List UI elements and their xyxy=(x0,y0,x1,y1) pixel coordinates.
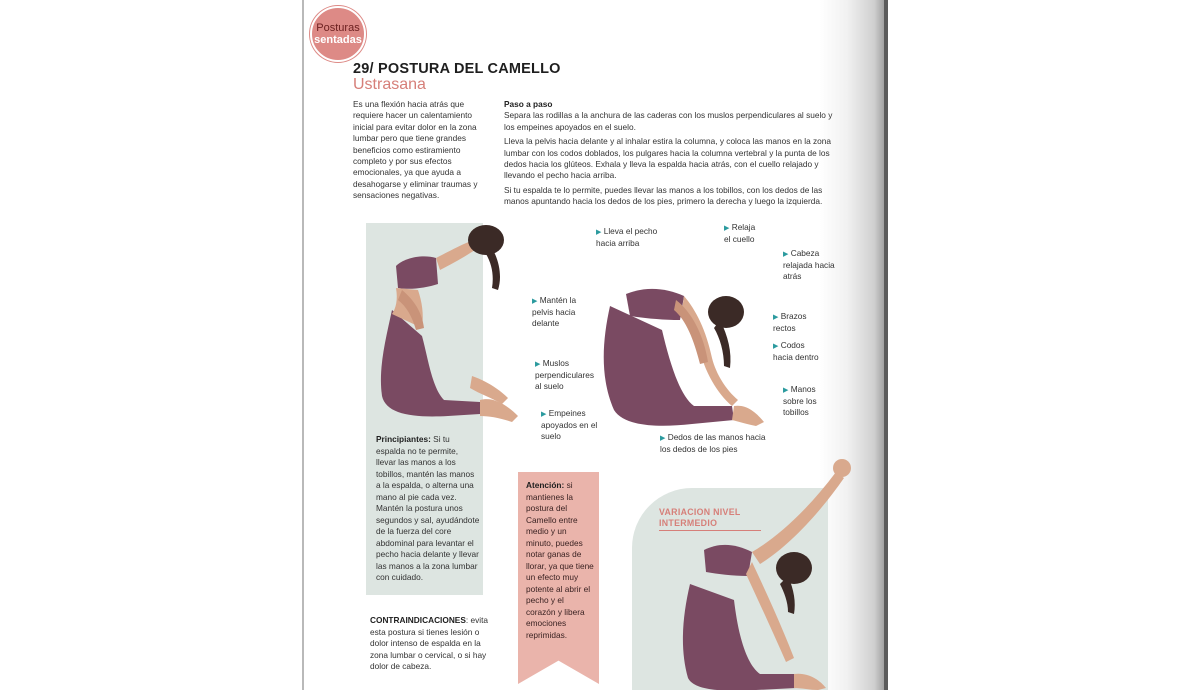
attention-text: si mantienes la postura del Camello entre medio y un minuto, puedes notar ganas de llorar, ya que tiene un efecto muy potente al abrir el pecho y el corazón y libera emociones reprimidas. xyxy=(526,480,594,640)
contraindications-note xyxy=(370,615,498,673)
bullet-icon: ▶ xyxy=(773,314,779,321)
camel-pose-photo-beginner xyxy=(352,218,528,430)
contraindications-label: CONTRAINDICACIONES xyxy=(370,615,466,625)
callout-text: Lleva el pecho hacia arriba xyxy=(596,226,658,248)
steps-heading: Paso a paso xyxy=(504,99,553,109)
bullet-icon: ▶ xyxy=(535,361,541,368)
beginners-text: Si tu espalda no te permite, llevar las manos a los tobillos, mantén las manos a la espalda, o alterna una mano al pie cada vez. Mantén la postura unos segundos y sal, ayudándote de la fuerza del core abdominal para levantar el pecho hacia delante y llevar las manos a la zona lumbar con cuidado. xyxy=(376,434,480,582)
callout-text: Dedos de las manos hacia los dedos de los pies xyxy=(660,432,766,454)
step-paragraph: Separa las rodillas a la anchura de las caderas con los muslos perpendiculares al suelo y los empeines apoyados en el suelo. xyxy=(504,110,833,132)
badge-line-2: sentadas xyxy=(314,34,362,46)
variation-heading: VARIACION NIVEL INTERMEDIO xyxy=(659,507,741,528)
badge-line-1: Posturas xyxy=(316,22,360,34)
step-by-step xyxy=(504,99,837,211)
callout-thighs xyxy=(535,358,594,392)
bullet-icon: ▶ xyxy=(596,229,602,236)
callout-pelvis xyxy=(532,295,576,329)
callout-neck xyxy=(724,222,755,245)
callout-text: Brazos rectos xyxy=(773,311,807,333)
step-paragraph: Si tu espalda te lo permite, puedes llevar las manos a los tobillos, con los dedos de las manos apuntando hacia los dedos de los pies, primero la derecha y luego la izquierda. xyxy=(504,184,823,207)
attention-label: Atención: xyxy=(526,480,565,490)
callout-chest xyxy=(596,226,657,249)
callout-elbows xyxy=(773,340,819,363)
attention-note xyxy=(526,480,594,641)
callout-text: Relaja el cuello xyxy=(724,222,756,244)
intro-paragraph: Es una flexión hacia atrás que requiere hacer un calentamiento inicial para evitar dolor en la zona lumbar pero que tiene grandes beneficios como estiramiento completo y por sus efectos emocionales, ya que ayuda a desahogarse y eliminar traumas y sensaciones negativas. xyxy=(353,99,478,201)
bullet-icon: ▶ xyxy=(724,225,730,232)
callout-head xyxy=(783,248,835,282)
page-subtitle: Ustrasana xyxy=(353,76,426,93)
page-title: 29/ POSTURA DEL CAMELLO xyxy=(353,61,561,77)
callout-text: Manos sobre los tobillos xyxy=(783,384,817,417)
bullet-icon: ▶ xyxy=(773,343,779,350)
section-badge xyxy=(310,6,366,62)
step-paragraph: Lleva la pelvis hacia delante y al inhalar estira la columna, y coloca las manos en la zona lumbar con los codos doblados, los pulgares hacia la columna vertebral y la punta de los dedos hacia los glúteos. Exhala y lleva la espalda hacia atrás, con el cuello relajado y llevando el pecho hacia arriba. xyxy=(504,136,831,181)
bullet-icon: ▶ xyxy=(660,435,666,442)
camel-pose-photo-full xyxy=(596,250,772,430)
callout-text: Codos hacia dentro xyxy=(773,340,819,362)
bullet-icon: ▶ xyxy=(783,251,789,258)
callout-text: Empeines apoyados en el suelo xyxy=(541,408,598,441)
callout-fingers xyxy=(660,432,765,455)
page-edge xyxy=(884,0,888,690)
callout-text: Cabeza relajada hacia atrás xyxy=(783,248,835,281)
callout-insteps xyxy=(541,408,597,442)
bullet-icon: ▶ xyxy=(783,387,789,394)
callout-hands-ankles xyxy=(783,384,817,418)
bullet-icon: ▶ xyxy=(541,411,547,418)
variation-divider xyxy=(659,530,761,531)
camel-pose-photo-variation xyxy=(676,452,864,690)
callout-arms xyxy=(773,311,807,334)
beginners-note xyxy=(376,434,480,584)
contraindications-text: : evita esta postura si tienes lesión o dolor intenso de espalda en la zona lumbar o cervical, o si hay dolor de cabeza. xyxy=(370,615,489,671)
beginners-label: Principiantes: xyxy=(376,434,431,444)
callout-text: Muslos perpendiculares al suelo xyxy=(535,358,595,391)
bullet-icon: ▶ xyxy=(532,298,538,305)
callout-text: Mantén la pelvis hacia delante xyxy=(532,295,577,328)
